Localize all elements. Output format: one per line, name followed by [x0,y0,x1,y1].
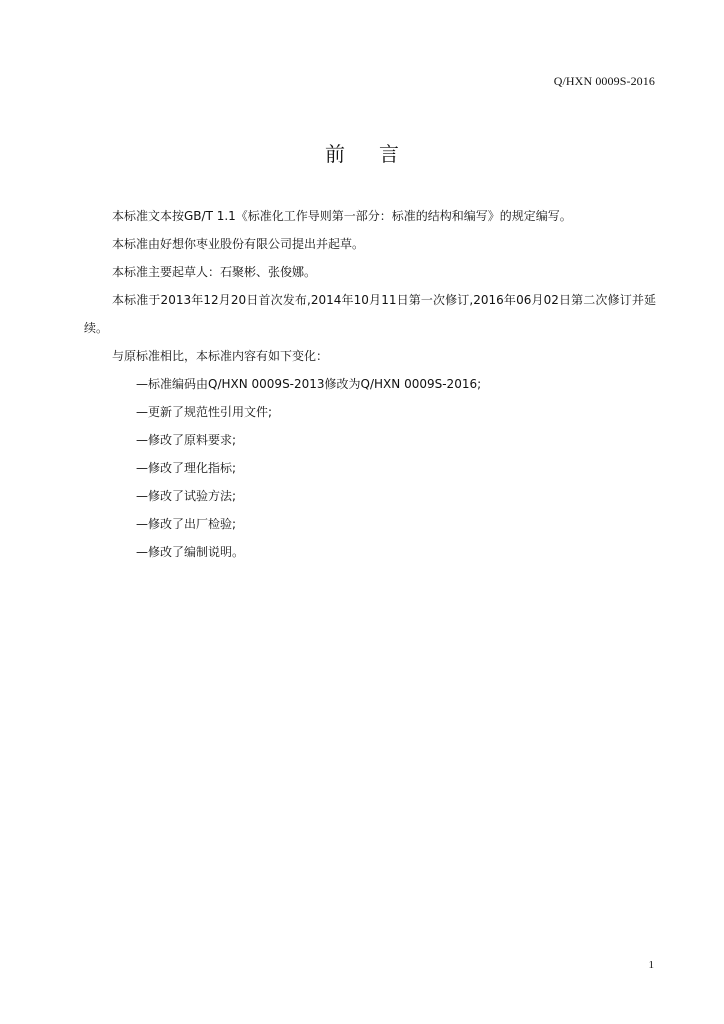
paragraph-drafting-basis: 本标准文本按GB/T 1.1《标准化工作导则第一部分：标准的结构和编写》的规定编写。 [112,209,572,223]
page-title: 前言 [325,142,433,166]
foreword-body [84,202,656,566]
page-number: 1 [648,959,654,971]
paragraph-proposer: 本标准由好想你枣业股份有限公司提出并起草。 [112,237,365,251]
list-item: —修改了编制说明。 [136,545,245,559]
changes-list [84,370,656,566]
list-item: —修改了原料要求; [136,433,237,447]
paragraph-drafters: 本标准主要起草人：石聚彬、张俊娜。 [112,265,317,279]
paragraph-release-history: 本标准于2013年12月20日首次发布,2014年10月11日第一次修订,2016年06月02日第二次修订并延续。 [84,293,656,335]
list-item: —修改了试验方法; [136,489,237,503]
list-item: —修改了出厂检验; [136,517,237,531]
paragraph-changes-intro: 与原标准相比，本标准内容有如下变化： [112,349,329,363]
list-item: —更新了规范性引用文件; [136,405,273,419]
list-item: —标准编码由Q/HXN 0009S-2013修改为Q/HXN 0009S-2016; [136,377,482,391]
list-item: —修改了理化指标; [136,461,237,475]
standard-code: Q/HXN 0009S-2016 [553,74,655,88]
